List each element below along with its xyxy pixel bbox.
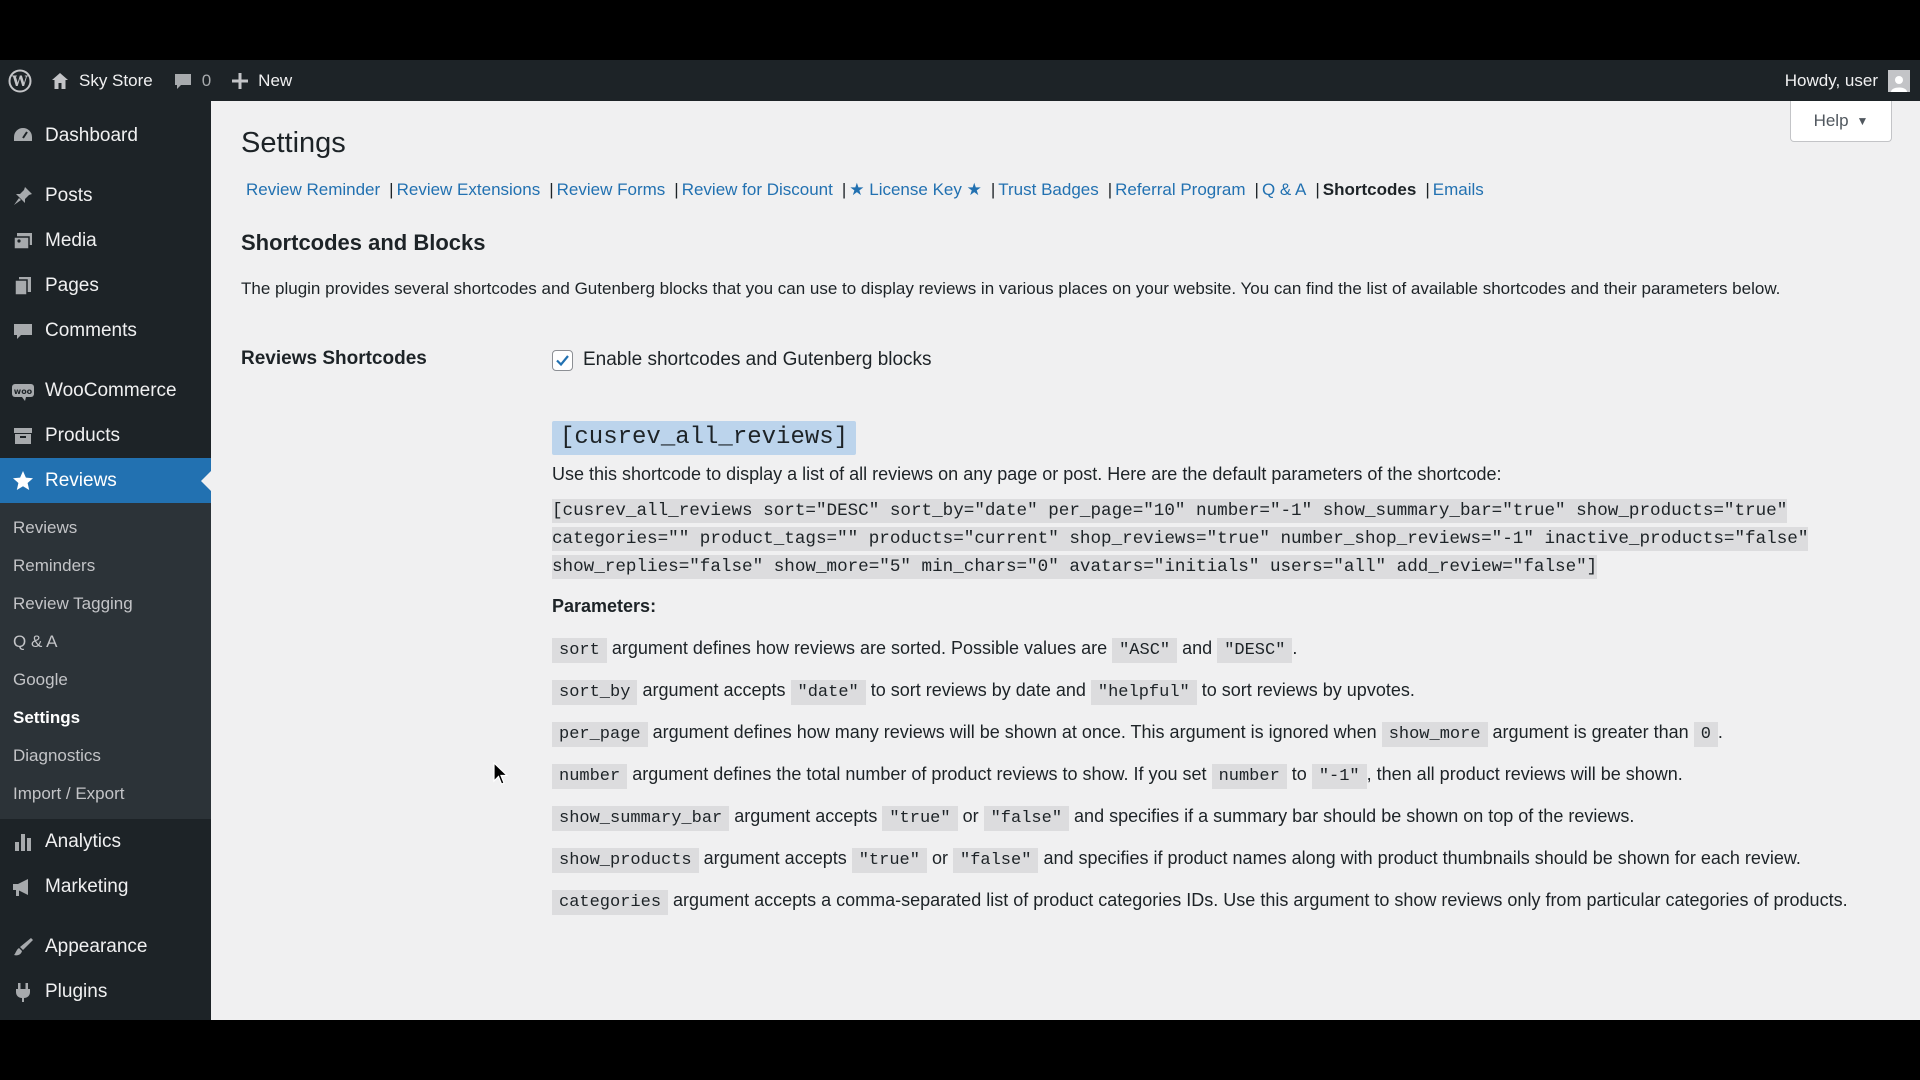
reviews-submenu — [0, 503, 211, 819]
mouse-cursor-icon — [493, 762, 509, 791]
param-name: per_page — [552, 722, 648, 747]
avatar — [1888, 70, 1910, 92]
param-text: and — [1182, 638, 1213, 658]
settings-tabs: Review Reminder | Review Extensions | Review Forms | Review for Discount | ★ License Key ★ | Trust Badges | Referral Program | Q & A | Shortcodes | Emails — [243, 180, 1487, 200]
help-button[interactable] — [1790, 101, 1892, 142]
param-text: and specifies if a summary bar should be shown on top of the reviews. — [1074, 806, 1635, 826]
menu-pages[interactable] — [0, 263, 211, 308]
megaphone-icon — [10, 874, 35, 899]
enable-shortcodes-option[interactable] — [552, 349, 932, 371]
caret-down-icon: ▼ — [1856, 114, 1869, 128]
param-value: "false" — [984, 806, 1069, 831]
param-text: argument accepts — [642, 680, 786, 700]
menu-label: Dashboard — [45, 124, 138, 146]
section-title: Shortcodes and Blocks — [241, 230, 486, 255]
submenu-diagnostics[interactable]: Diagnostics — [13, 746, 101, 765]
menu-label: Reviews — [45, 469, 117, 491]
help-label: Help — [1813, 111, 1849, 130]
shortcode-docs — [552, 421, 1892, 927]
submenu-review-tagging[interactable]: Review Tagging — [13, 594, 133, 613]
param-name: categories — [552, 890, 668, 915]
param-text: argument defines how reviews are sorted. Possible values are — [611, 638, 1108, 658]
default-shortcode-text: [cusrev_all_reviews sort="DESC" sort_by="date" per_page="10" number="-1" show_summary_bar="true" show_products="true" categories="" product_tags="" products="current" shop_reviews="true" number_shop_reviews="-1" inactive_products="false" show_replies="false" show_more="5" min_chars="0" avatars="initials" users="all" add_review="false"] — [552, 501, 1809, 577]
page-title: Settings — [241, 127, 346, 159]
param-text: argument accepts — [703, 848, 847, 868]
tab-trust-badges[interactable]: Trust Badges — [998, 180, 1099, 199]
param-text: argument is greater than — [1492, 722, 1689, 742]
param-name: show_products — [552, 848, 699, 873]
tab-review-for-discount[interactable]: Review for Discount — [681, 180, 833, 199]
greeting: Howdy, user — [1784, 70, 1878, 90]
param-show-summary-bar — [552, 801, 1892, 834]
admin-sidebar — [0, 101, 211, 1020]
param-value: number — [1212, 764, 1287, 789]
param-value: "true" — [852, 848, 927, 873]
home-icon — [50, 71, 70, 91]
param-show-products — [552, 843, 1892, 876]
param-text: to sort reviews by date and — [870, 680, 1086, 700]
param-categories — [552, 885, 1892, 918]
menu-dashboard[interactable] — [0, 113, 211, 158]
enable-shortcodes-checkbox[interactable] — [552, 350, 573, 371]
param-text: to sort reviews by upvotes. — [1201, 680, 1415, 700]
param-text: , then all product reviews will be shown. — [1366, 764, 1683, 784]
param-name: number — [552, 764, 627, 789]
menu-marketing[interactable] — [0, 864, 211, 909]
param-text: argument defines how many reviews will be shown at once. This argument is ignored when — [652, 722, 1377, 742]
param-value: "DESC" — [1217, 638, 1292, 663]
param-text: to — [1291, 764, 1307, 784]
param-text: or — [962, 806, 979, 826]
menu-media[interactable] — [0, 218, 211, 263]
comments-count: 0 — [201, 70, 212, 90]
param-sort-by — [552, 675, 1892, 708]
new-content-link[interactable] — [221, 60, 302, 101]
menu-label: Appearance — [45, 935, 148, 957]
dashboard-icon — [10, 123, 35, 148]
param-value: "ASC" — [1112, 638, 1177, 663]
archive-icon — [10, 423, 35, 448]
media-icon — [10, 228, 35, 253]
bottom-fade — [300, 960, 1700, 980]
submenu-qa[interactable]: Q & A — [13, 632, 58, 651]
menu-appearance[interactable] — [0, 924, 211, 969]
param-text: argument accepts a comma-separated list of product categories IDs. Use this argument to show reviews only from particular categories of products. — [673, 890, 1848, 910]
param-value: "true" — [882, 806, 957, 831]
submenu-import-export[interactable]: Import / Export — [13, 784, 125, 803]
woo-icon — [10, 378, 35, 403]
shortcode-description: Use this shortcode to display a list of all reviews on any page or post. Here are the default parameters of the shortcode: — [552, 464, 1502, 484]
param-text: . — [1292, 638, 1298, 658]
tab-review-extensions[interactable]: Review Extensions — [396, 180, 541, 199]
param-name: sort_by — [552, 680, 637, 705]
param-per-page — [552, 717, 1892, 750]
enable-shortcodes-label: Enable shortcodes and Gutenberg blocks — [583, 349, 932, 370]
plug-icon — [10, 979, 35, 1004]
param-value: "helpful" — [1091, 680, 1197, 705]
pages-icon — [10, 273, 35, 298]
menu-analytics[interactable] — [0, 819, 211, 864]
comment-icon — [173, 71, 193, 91]
submenu-google[interactable]: Google — [13, 670, 68, 689]
param-sort — [552, 633, 1892, 666]
param-text: or — [931, 848, 948, 868]
pin-icon — [10, 183, 35, 208]
menu-label: Analytics — [45, 830, 122, 852]
param-text: . — [1717, 722, 1723, 742]
my-account-link[interactable] — [1775, 60, 1920, 101]
menu-woocommerce[interactable] — [0, 368, 211, 413]
shortcode-title: [cusrev_all_reviews] — [552, 421, 856, 455]
site-name-link[interactable] — [40, 60, 163, 101]
section-description: The plugin provides several shortcodes and Gutenberg blocks that you can use to display reviews in various places on your website. You can find the list of available shortcodes and their parameters below. — [241, 279, 1781, 298]
submenu-reviews[interactable]: Reviews — [13, 518, 78, 537]
parameters-heading: Parameters: — [552, 596, 657, 616]
tab-qa[interactable]: Q & A — [1261, 180, 1307, 199]
menu-label: Plugins — [45, 980, 108, 1002]
reviews-shortcodes-label: Reviews Shortcodes — [241, 348, 427, 369]
svg-text:W: W — [12, 73, 28, 90]
star-icon — [10, 468, 35, 493]
param-text: and specifies if product names along with product thumbnails should be shown for each review. — [1043, 848, 1801, 868]
submenu-settings[interactable]: Settings — [13, 708, 81, 727]
wp-admin-screen — [0, 60, 1920, 1020]
param-text: argument accepts — [734, 806, 878, 826]
param-value: show_more — [1382, 722, 1488, 747]
tab-referral-program[interactable]: Referral Program — [1115, 180, 1246, 199]
menu-posts[interactable] — [0, 173, 211, 218]
checkmark-icon — [554, 352, 571, 369]
menu-label: WooCommerce — [45, 379, 177, 401]
plus-icon — [231, 72, 249, 90]
param-name: show_summary_bar — [552, 806, 729, 831]
menu-label: Comments — [45, 319, 137, 341]
menu-label: Pages — [45, 274, 99, 296]
brush-icon — [10, 934, 35, 959]
param-text: argument defines the total number of product reviews to show. If you set — [632, 764, 1207, 784]
param-value: "date" — [791, 680, 866, 705]
menu-reviews[interactable] — [0, 458, 211, 503]
admin-bar — [0, 60, 1920, 101]
chart-icon — [10, 829, 35, 854]
menu-plugins[interactable] — [0, 969, 211, 1014]
new-label: New — [258, 70, 293, 90]
svg-text:woo: woo — [13, 386, 32, 396]
menu-comments[interactable] — [0, 308, 211, 353]
comment-icon — [10, 318, 35, 343]
default-shortcode-code — [552, 497, 1892, 581]
menu-label: Marketing — [45, 875, 129, 897]
param-value: "false" — [953, 848, 1038, 873]
menu-label: Media — [45, 229, 97, 251]
param-name: sort — [552, 638, 607, 663]
param-value: 0 — [1694, 722, 1718, 747]
menu-label: Posts — [45, 184, 93, 206]
tab-review-reminder[interactable]: Review Reminder — [246, 180, 381, 199]
wordpress-logo-icon[interactable] — [0, 60, 40, 101]
tab-shortcodes[interactable]: Shortcodes — [1322, 180, 1417, 199]
tab-review-forms[interactable]: Review Forms — [556, 180, 666, 199]
menu-label: Products — [45, 424, 120, 446]
site-name: Sky Store — [79, 70, 153, 90]
menu-products[interactable] — [0, 413, 211, 458]
param-number — [552, 759, 1892, 792]
tab-license-key[interactable]: ★ License Key ★ — [849, 180, 982, 199]
comments-link[interactable] — [163, 60, 221, 101]
param-value: "-1" — [1312, 764, 1367, 789]
tab-emails[interactable]: Emails — [1432, 180, 1484, 199]
main-content — [211, 101, 1920, 1020]
submenu-reminders[interactable]: Reminders — [13, 556, 96, 575]
